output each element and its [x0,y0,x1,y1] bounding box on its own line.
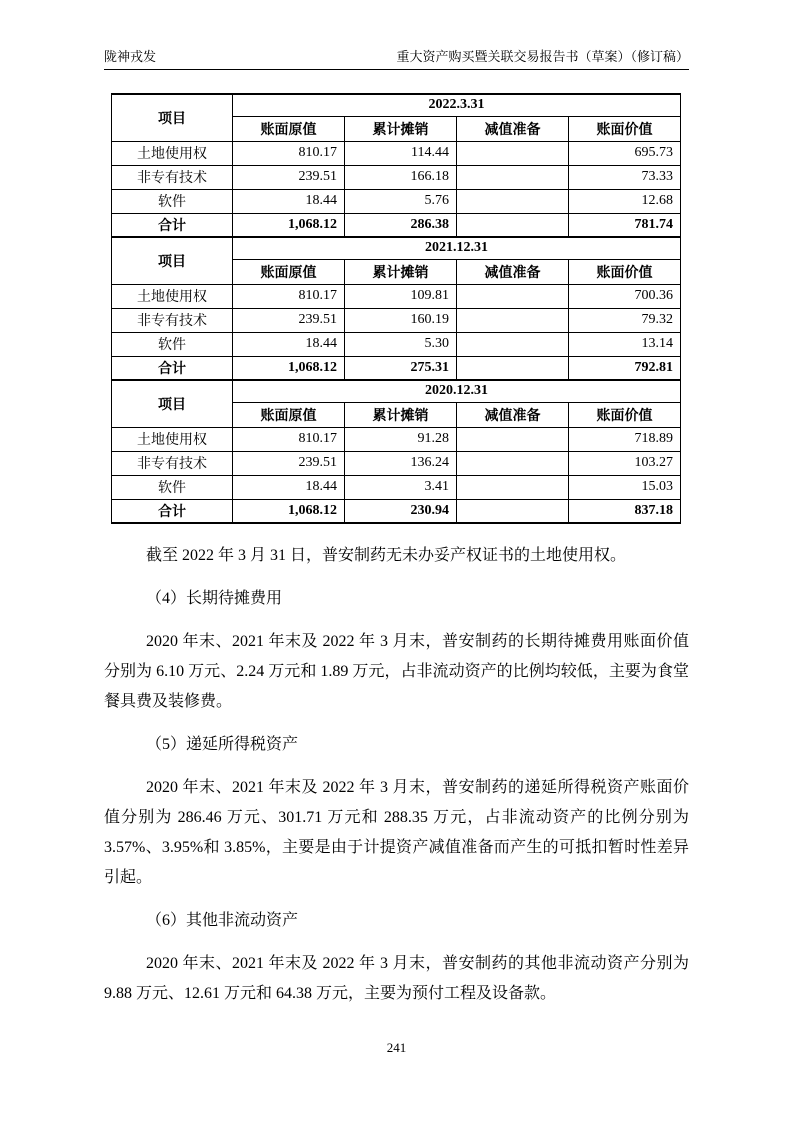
value-cell: 136.24 [345,451,457,475]
column-header: 减值准备 [457,259,569,284]
value-cell: 239.51 [233,165,345,189]
row-label: 非专有技术 [112,451,233,475]
column-header: 减值准备 [457,402,569,427]
table-row [112,141,681,165]
value-cell [457,356,569,380]
value-cell: 239.51 [233,308,345,332]
row-label: 合计 [112,499,233,523]
section-heading-4: （4）长期待摊费用 [146,590,283,607]
column-header: 账面原值 [233,402,345,427]
value-cell [457,189,569,213]
value-cell: 166.18 [345,165,457,189]
item-column-header: 项目 [112,237,233,284]
value-cell [457,284,569,308]
value-cell: 5.30 [345,332,457,356]
row-label: 软件 [112,189,233,213]
value-cell: 275.31 [345,356,457,380]
table-section-header [112,380,681,402]
value-cell: 1,068.12 [233,213,345,237]
section-heading-5: （5）递延所得税资产 [146,736,299,753]
date-header: 2021.12.31 [233,237,681,259]
date-header: 2022.3.31 [233,94,681,116]
value-cell: 810.17 [233,284,345,308]
table-row [112,475,681,499]
value-cell: 114.44 [345,141,457,165]
value-cell: 1,068.12 [233,356,345,380]
value-cell: 3.41 [345,475,457,499]
column-header: 累计摊销 [345,116,457,141]
column-header: 账面原值 [233,116,345,141]
value-cell: 73.33 [569,165,681,189]
value-cell [457,332,569,356]
value-cell: 160.19 [345,308,457,332]
value-cell [457,213,569,237]
value-cell: 286.38 [345,213,457,237]
value-cell: 18.44 [233,189,345,213]
date-header: 2020.12.31 [233,380,681,402]
page-number: 241 [386,1040,407,1055]
value-cell: 109.81 [345,284,457,308]
table-row [112,189,681,213]
value-cell: 810.17 [233,141,345,165]
item-column-header: 项目 [112,380,233,427]
table-row [112,165,681,189]
table-row [112,332,681,356]
row-label: 土地使用权 [112,427,233,451]
row-label: 土地使用权 [112,284,233,308]
value-cell: 837.18 [569,499,681,523]
header-company-name: 陇神戎发 [104,49,157,64]
table-row [112,427,681,451]
value-cell: 781.74 [569,213,681,237]
value-cell [457,475,569,499]
running-header [104,0,689,70]
column-header: 累计摊销 [345,259,457,284]
row-label: 非专有技术 [112,165,233,189]
value-cell: 15.03 [569,475,681,499]
value-cell [457,427,569,451]
paragraph-long-term-deferred-expenses: 2020 年末、2021 年末及 2022 年 3 月末，普安制药的长期待摊费用账面价值分别为 6.10 万元、2.24 万元和 1.89 万元，占非流动资产的比例均较低，主要为食堂餐具费及装修费。 [104,633,689,710]
row-label: 合计 [112,213,233,237]
value-cell: 12.68 [569,189,681,213]
paragraph-deferred-tax-assets: 2020 年末、2021 年末及 2022 年 3 月末，普安制药的递延所得税资产账面价值分别为 286.46 万元、301.71 万元和 288.35 万元，占非流动资产的比例分别为 3.57%、3.95%和 3.85%，主要是由于计提资产减值准备而产生的可抵扣暂时性差异引起。 [104,779,689,886]
table-row [112,284,681,308]
table-row [112,451,681,475]
section-heading-6: （6）其他非流动资产 [146,912,299,929]
body-text [104,541,689,1009]
header-report-title: 重大资产购买暨关联交易报告书（草案）（修订稿） [396,49,689,64]
value-cell: 91.28 [345,427,457,451]
value-cell: 239.51 [233,451,345,475]
row-label: 软件 [112,475,233,499]
row-label: 非专有技术 [112,308,233,332]
value-cell: 695.73 [569,141,681,165]
column-header: 减值准备 [457,116,569,141]
intangible-assets-table [111,93,681,524]
value-cell: 103.27 [569,451,681,475]
value-cell [457,165,569,189]
value-cell [457,451,569,475]
value-cell: 13.14 [569,332,681,356]
column-header: 累计摊销 [345,402,457,427]
row-label: 土地使用权 [112,141,233,165]
value-cell: 1,068.12 [233,499,345,523]
value-cell [457,141,569,165]
column-header: 账面价值 [569,402,681,427]
paragraph-other-non-current-assets: 2020 年末、2021 年末及 2022 年 3 月末，普安制药的其他非流动资产分别为 9.88 万元、12.61 万元和 64.38 万元，主要为预付工程及设备款。 [104,955,689,1002]
column-header: 账面价值 [569,259,681,284]
table-total-row [112,499,681,523]
row-label: 软件 [112,332,233,356]
table-row [112,308,681,332]
paragraph-land-use-right-note: 截至 2022 年 3 月 31 日，普安制药无未办妥产权证书的土地使用权。 [146,547,627,564]
value-cell: 79.32 [569,308,681,332]
value-cell [457,308,569,332]
value-cell: 792.81 [569,356,681,380]
value-cell: 18.44 [233,332,345,356]
table-section-header [112,237,681,259]
table-total-row [112,213,681,237]
value-cell: 5.76 [345,189,457,213]
item-column-header: 项目 [112,94,233,141]
table-section-header [112,94,681,116]
column-header: 账面原值 [233,259,345,284]
value-cell: 700.36 [569,284,681,308]
row-label: 合计 [112,356,233,380]
table-total-row [112,356,681,380]
value-cell: 718.89 [569,427,681,451]
value-cell: 810.17 [233,427,345,451]
value-cell [457,499,569,523]
value-cell: 18.44 [233,475,345,499]
value-cell: 230.94 [345,499,457,523]
column-header: 账面价值 [569,116,681,141]
